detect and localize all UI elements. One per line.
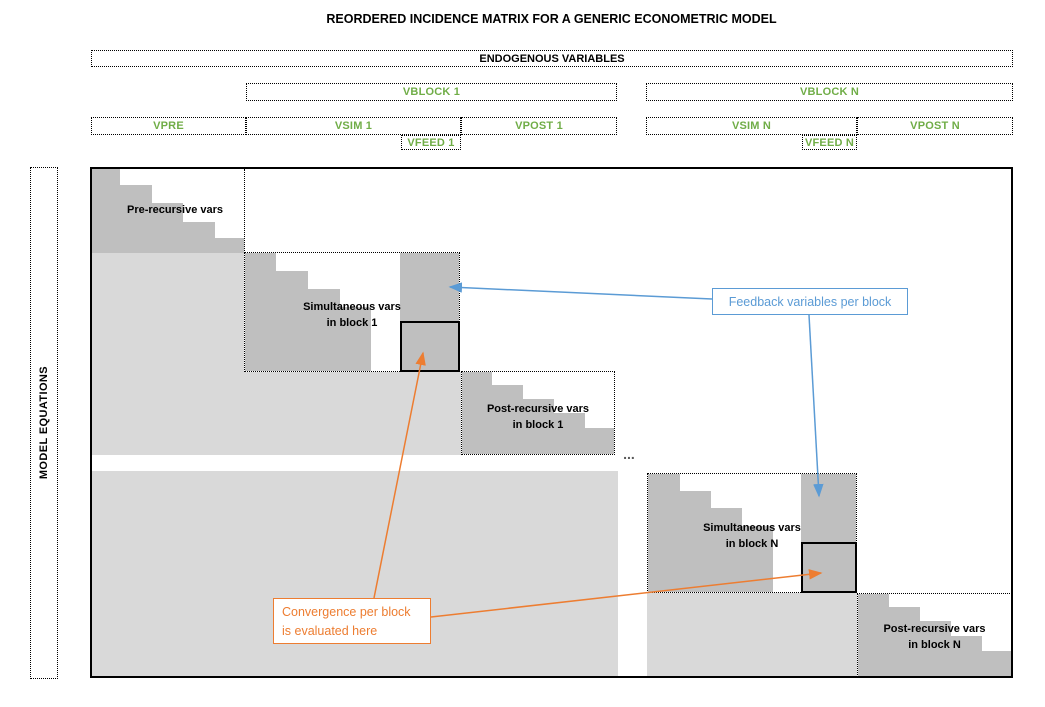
simN-label-line2: in block N (725, 538, 779, 550)
vpost1-label: VPOST 1 (515, 120, 563, 132)
postN-label-line2: in block N (908, 639, 961, 651)
vblock1-label: VBLOCK 1 (402, 86, 461, 98)
block-continuation-ellipsis: ... (623, 446, 635, 462)
simN-label-line1: Simultaneous vars (703, 522, 801, 534)
convergence-arrow-to-block-1 (374, 353, 423, 598)
vpostN-label: VPOST N (910, 120, 960, 132)
vpre-label: VPRE (153, 120, 184, 132)
feedback-callout (712, 288, 908, 315)
feedback-arrow-to-block-1 (450, 287, 712, 299)
sim1-label-line1: Simultaneous vars (303, 301, 401, 313)
feedback-callout-text: Feedback variables per block (728, 294, 892, 309)
post1-label-line2: in block 1 (512, 419, 564, 431)
postN-label-line1: Post-recursive vars (883, 623, 986, 635)
sim1-label-line2: in block 1 (326, 317, 378, 329)
vfeed1-label: VFEED 1 (407, 136, 455, 149)
convergence-callout (273, 598, 431, 644)
vblockN-label: VBLOCK N (799, 86, 860, 98)
page-title: REORDERED INCIDENCE MATRIX FOR A GENERIC ECONOMETRIC MODEL (326, 12, 777, 26)
post1-label-line1: Post-recursive vars (486, 403, 590, 415)
model-equations-label: MODEL EQUATIONS (38, 366, 50, 480)
pre-recursive-label: Pre-recursive vars (126, 204, 223, 216)
vsim1-label: VSIM 1 (334, 120, 373, 132)
feedback-arrow-to-block-N (809, 315, 819, 496)
vsimN-label: VSIM N (731, 120, 772, 132)
vfeedN-label: VFEED N (804, 136, 855, 149)
convergence-arrow-to-block-N (431, 573, 821, 617)
convergence-callout-line2: is evaluated here (282, 624, 378, 638)
convergence-callout-line1: Convergence per block (282, 605, 411, 619)
endogenous-variables-label: ENDOGENOUS VARIABLES (479, 52, 625, 65)
